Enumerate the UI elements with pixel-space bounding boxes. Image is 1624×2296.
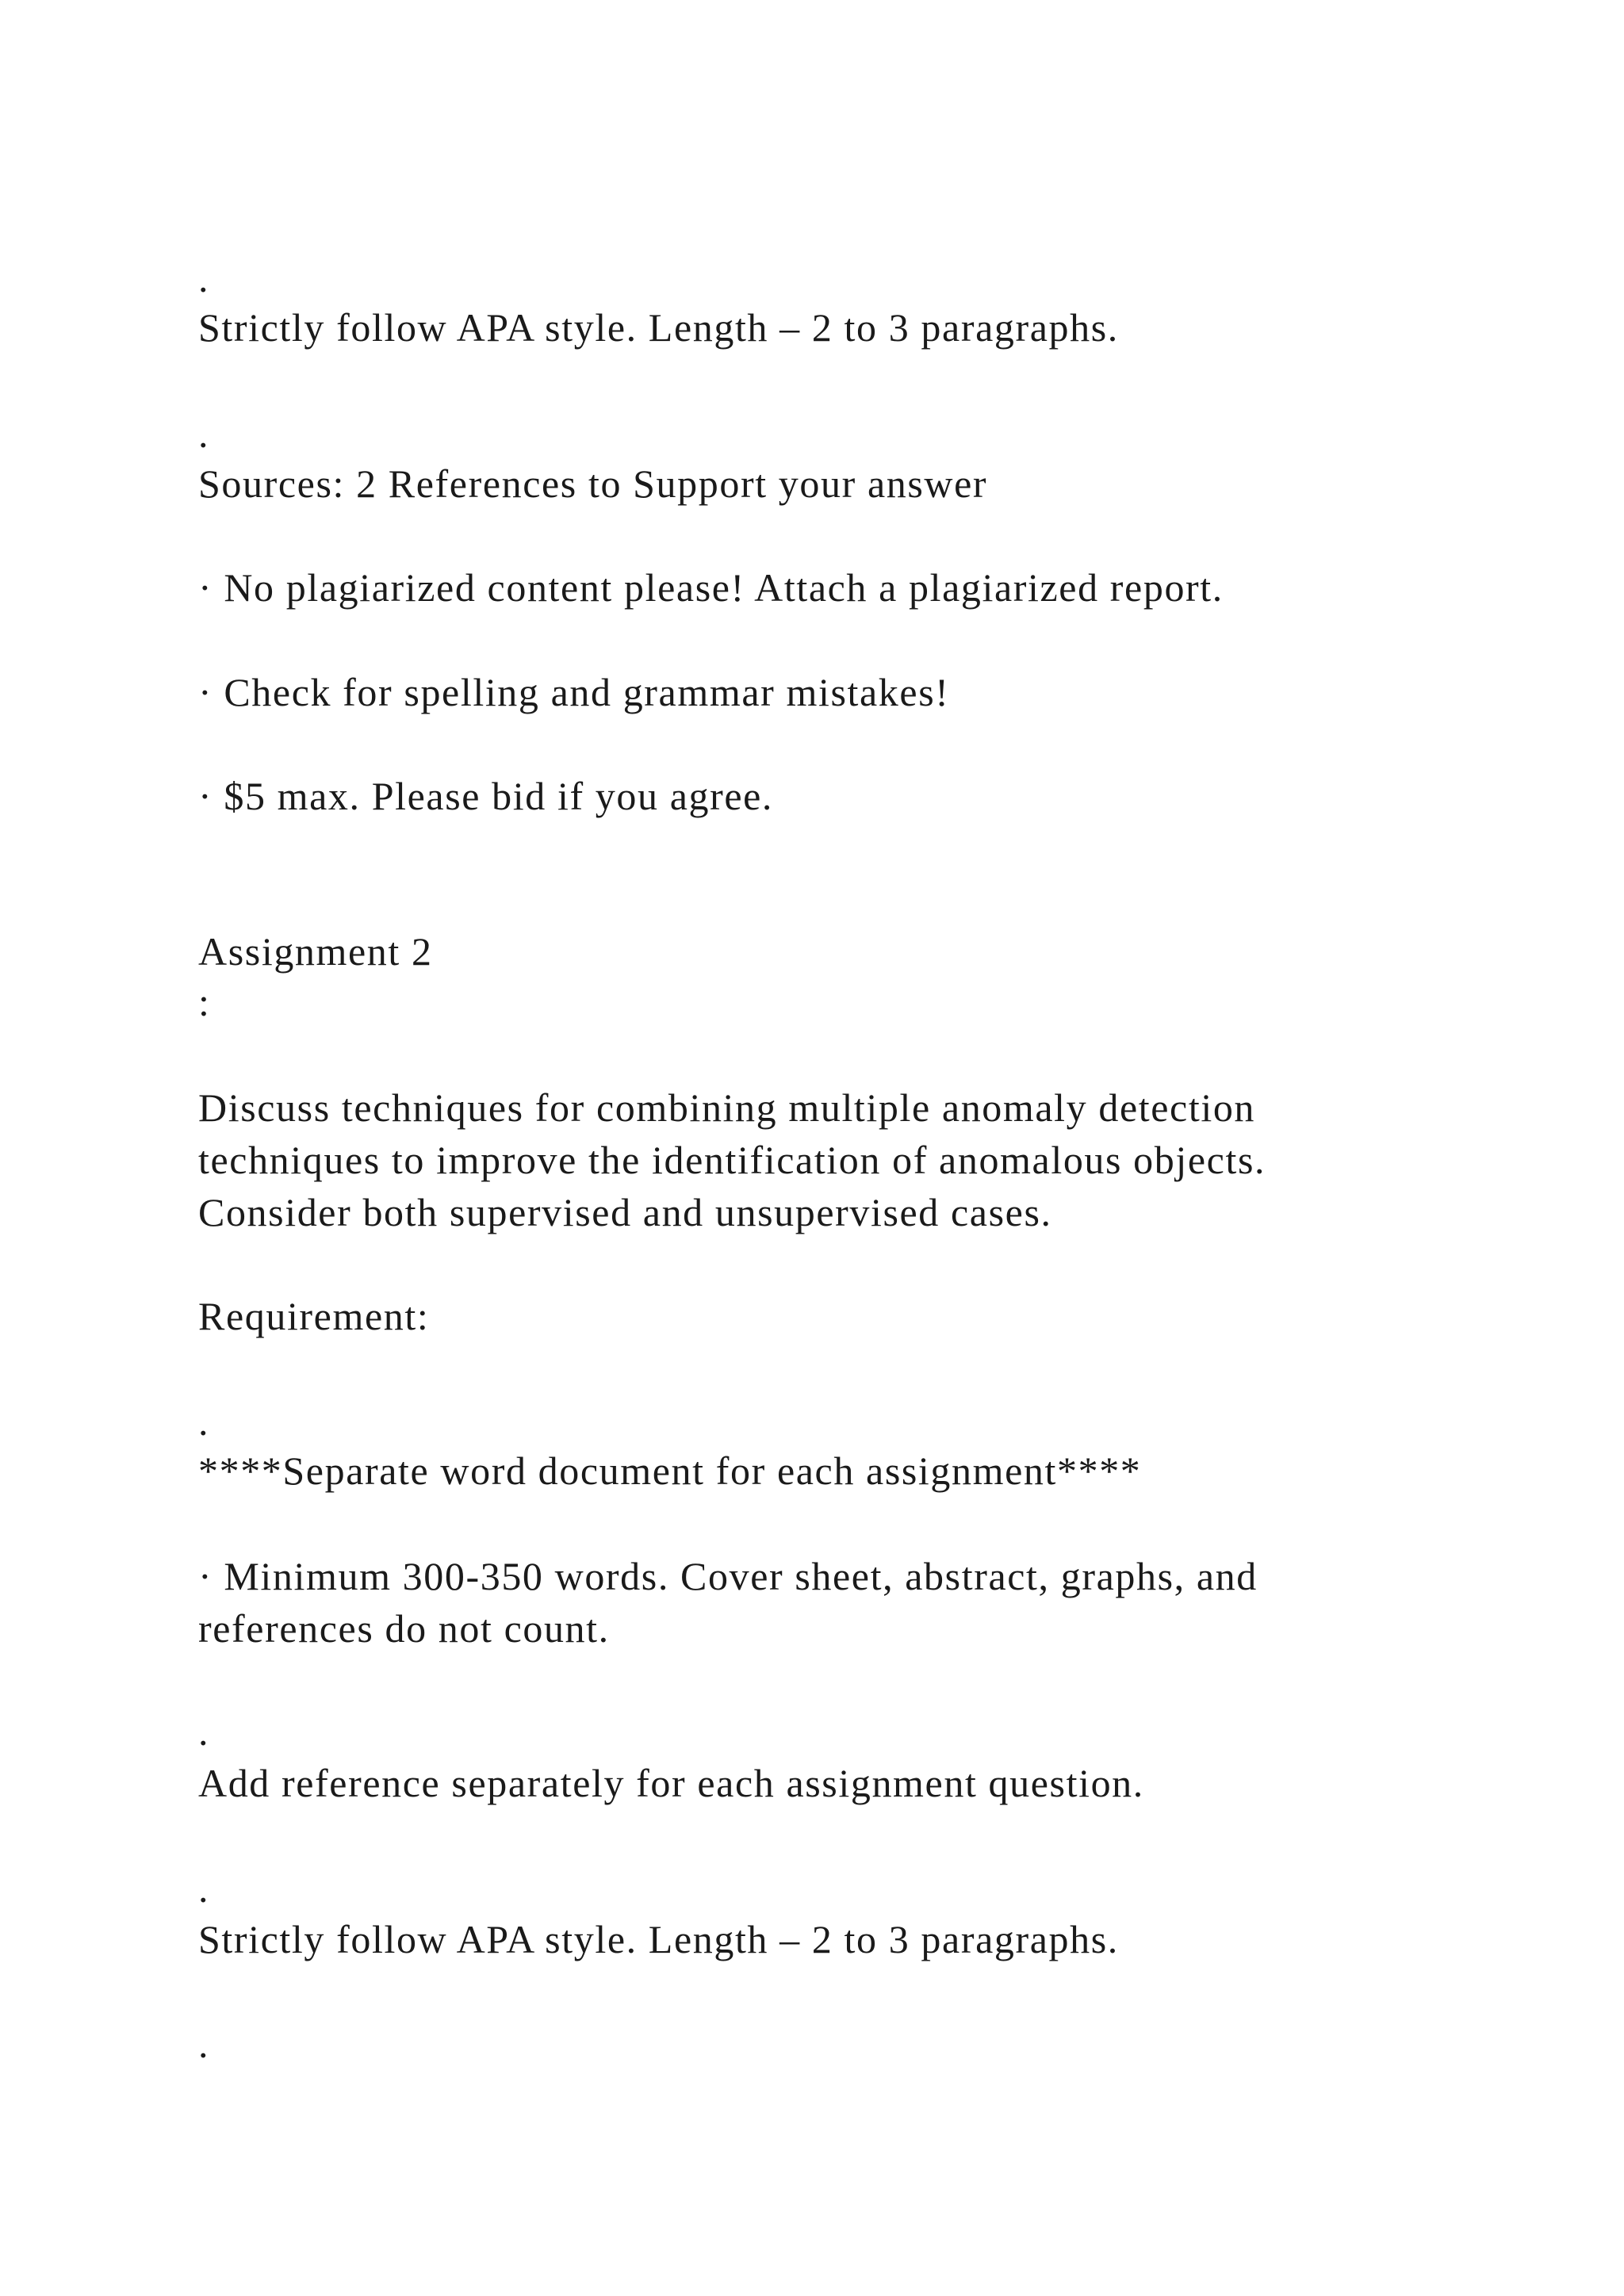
requirement-no-plagiarism: · No plagiarized content please! Attach a plagiarized report. bbox=[198, 565, 1224, 610]
bullet-dot: . bbox=[198, 1866, 210, 1911]
assignment-prompt-line-3: Consider both supervised and unsupervised cases. bbox=[198, 1190, 1052, 1234]
requirement-sources: Sources: 2 References to Support your answer bbox=[198, 461, 988, 506]
assignment-heading: Assignment 2 bbox=[198, 929, 433, 974]
bullet-dot: . bbox=[198, 411, 210, 456]
bullet-dot: . bbox=[198, 2022, 210, 2066]
requirement-apa-style: Strictly follow APA style. Length – 2 to 3 paragraphs. bbox=[198, 305, 1119, 350]
assignment-prompt-line-2: techniques to improve the identification of anomalous objects. bbox=[198, 1138, 1266, 1182]
requirement-reference-separate: Add reference separately for each assignment question. bbox=[198, 1761, 1144, 1805]
requirement-apa-style-repeat: Strictly follow APA style. Length – 2 to 3 paragraphs. bbox=[198, 1917, 1119, 1961]
assignment-prompt-line-1: Discuss techniques for combining multiple anomaly detection bbox=[198, 1085, 1256, 1130]
requirement-spelling-grammar: · Check for spelling and grammar mistakes! bbox=[198, 670, 950, 714]
requirement-word-count-line-2: references do not count. bbox=[198, 1606, 610, 1651]
assignment-colon: : bbox=[198, 980, 211, 1024]
requirement-word-count-line-1: · Minimum 300-350 words. Cover sheet, abstract, graphs, and bbox=[198, 1554, 1258, 1598]
bullet-dot: . bbox=[198, 1399, 210, 1444]
bullet-dot: . bbox=[198, 1709, 210, 1754]
requirement-label: Requirement: bbox=[198, 1294, 430, 1338]
requirement-budget: · $5 max. Please bid if you agree. bbox=[198, 774, 774, 818]
requirement-separate-docs: ****Separate word document for each assignment**** bbox=[198, 1448, 1142, 1493]
bullet-dot: . bbox=[198, 256, 210, 300]
